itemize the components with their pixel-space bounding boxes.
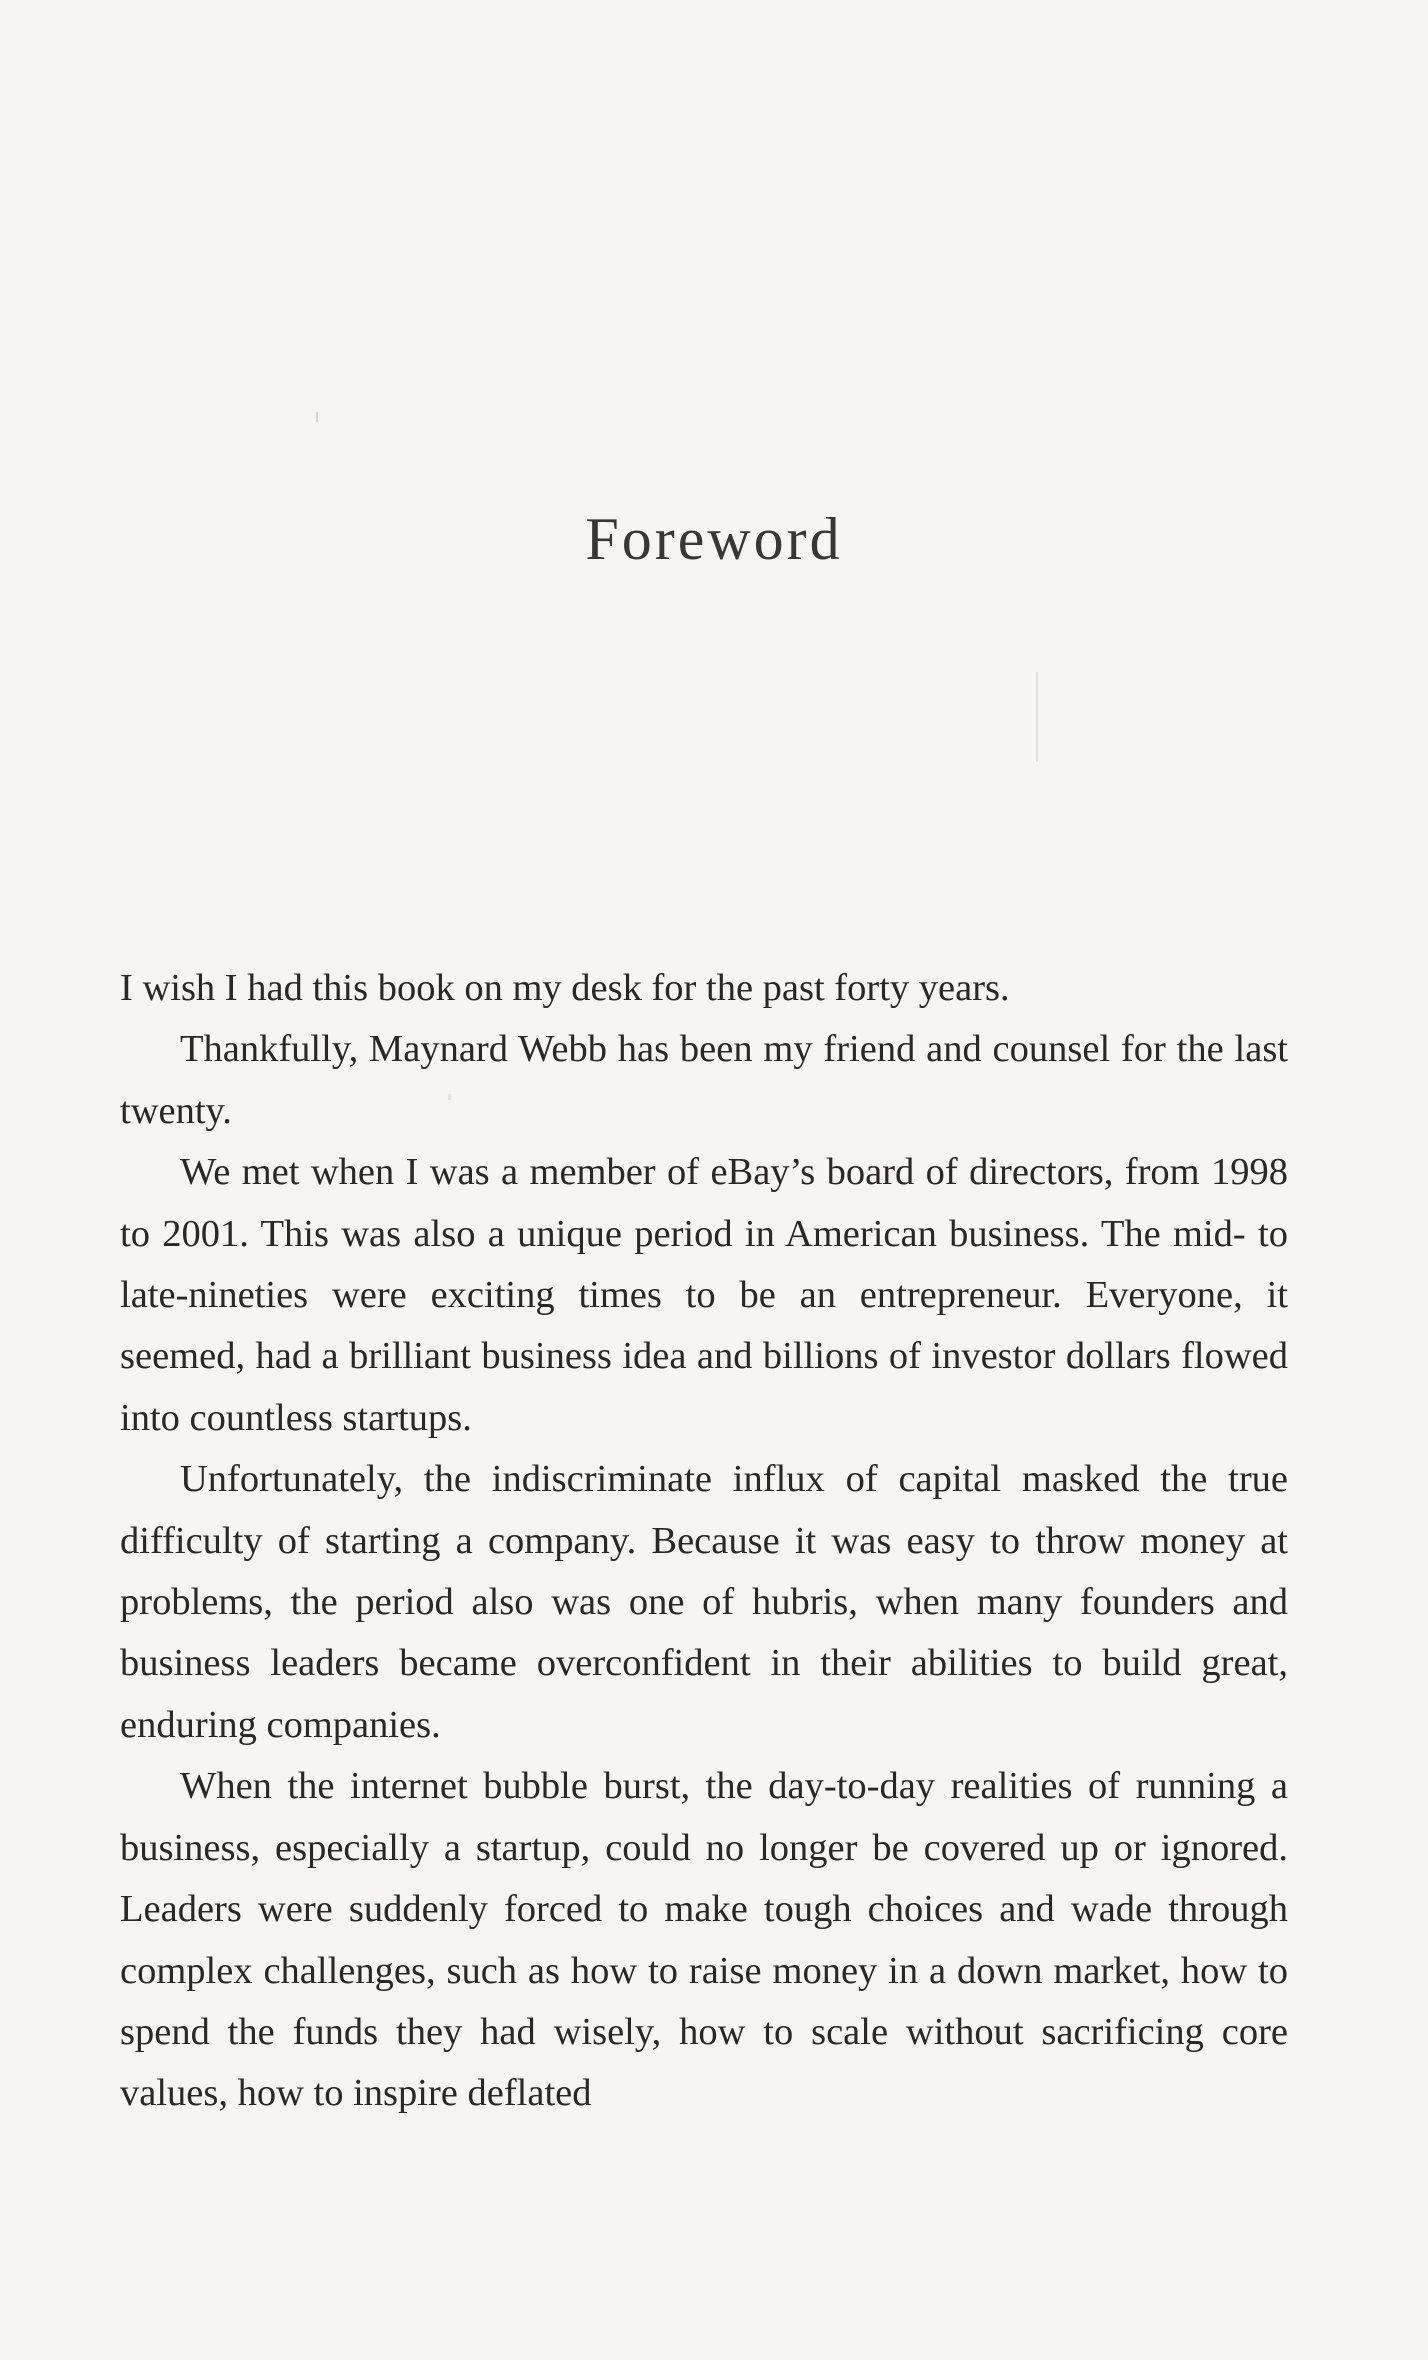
paragraph-5: When the internet bubble burst, the day-to-day realities of running a business, especially a startup, could no longer be covered up or ignored. Leaders were suddenly forced to make tough choices and wade through complex challenges, such as how to raise money in a down market, how to spend the funds they had wisely, how to scale without sacrificing core values, how to inspire deflated <box>120 1765 1288 2115</box>
paragraph-3: We met when I was a member of eBay’s board of directors, from 1998 to 2001. This was also a unique period in American business. The mid- to late-nineties were exciting times to be an entrepreneur. Everyone, it seemed, had a brilliant business idea and billions of investor dollars flowed into countless startups. <box>120 1151 1288 1439</box>
body-text <box>120 958 1288 2125</box>
chapter-title: Foreword <box>585 506 843 572</box>
scan-speck <box>1036 672 1038 762</box>
scan-speck <box>316 412 318 422</box>
paragraph-2: Thankfully, Maynard Webb has been my friend and counsel for the last twenty. <box>120 1028 1288 1132</box>
paragraph-1: I wish I had this book on my desk for the past forty years. <box>120 967 1010 1009</box>
paragraph-4: Unfortunately, the indiscriminate influx of capital masked the true difficulty of starting a company. Because it was easy to throw money at problems, the period also was one of hubris, when many founders and business leaders became overconfident in their abilities to build great, enduring companies. <box>120 1458 1288 1746</box>
scan-speck <box>448 1094 451 1100</box>
